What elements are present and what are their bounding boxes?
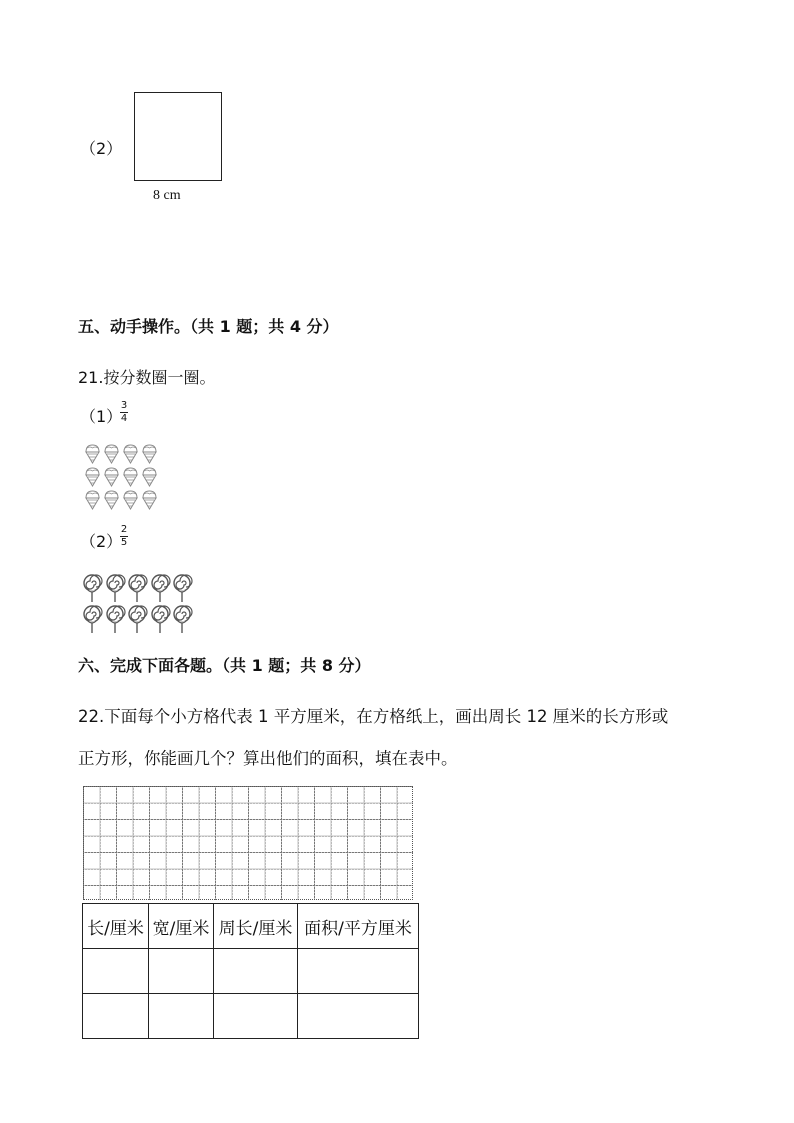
ice-cream-icon[interactable] [121,465,140,488]
table-header-row [83,904,419,949]
cell-width[interactable] [149,994,214,1039]
lollipop-icon[interactable] [126,573,148,603]
lollipop-icon[interactable] [171,604,193,634]
fraction-2-5 [120,525,128,548]
ice-cream-icon[interactable] [83,465,102,488]
answer-table [82,903,419,1039]
ice-cream-group [83,442,159,511]
ice-cream-icon[interactable] [121,488,140,511]
ice-cream-icon[interactable] [102,442,121,465]
cell-perimeter[interactable] [214,949,298,994]
question-22-line1: 22.下面每个小方格代表 1 平方厘米，在方格纸上，画出周长 12 厘米的长方形或 [78,707,669,726]
section-heading-6: 六、完成下面各题。（共 1 题；共 8 分） [78,656,371,675]
fraction-denominator: 5 [120,537,128,548]
ice-cream-icon[interactable] [140,442,159,465]
lollipop-icon[interactable] [104,604,126,634]
header-area: 面积/平方厘米 [298,904,419,949]
cell-perimeter[interactable] [214,994,298,1039]
lollipop-group [81,573,194,635]
part-label: （2） [80,139,123,158]
lollipop-icon[interactable] [126,604,148,634]
ice-cream-icon[interactable] [140,488,159,511]
lollipop-icon[interactable] [171,573,193,603]
header-length: 长/厘米 [83,904,149,949]
cell-length[interactable] [83,994,149,1039]
ice-cream-icon[interactable] [102,488,121,511]
lollipop-icon[interactable] [81,604,103,634]
lollipop-icon[interactable] [104,573,126,603]
fraction-3-4 [120,401,128,424]
q21-part1-label: （1） [80,407,123,426]
square-side-label: 8 cm [153,188,181,203]
table-row [83,949,419,994]
header-width: 宽/厘米 [149,904,214,949]
ice-cream-icon[interactable] [83,442,102,465]
section-heading-5: 五、动手操作。（共 1 题；共 4 分） [78,317,339,336]
header-perimeter: 周长/厘米 [214,904,298,949]
ice-cream-icon[interactable] [121,442,140,465]
fraction-numerator: 2 [120,524,128,535]
ice-cream-icon[interactable] [102,465,121,488]
ice-cream-icon[interactable] [140,465,159,488]
lollipop-icon[interactable] [149,573,171,603]
fraction-numerator: 3 [120,400,128,411]
square-figure [134,92,222,181]
question-22-line2: 正方形，你能画几个？算出他们的面积，填在表中。 [78,749,458,768]
table-row [83,994,419,1039]
fraction-denominator: 4 [120,413,128,424]
lollipop-icon[interactable] [81,573,103,603]
cell-area[interactable] [298,949,419,994]
cell-width[interactable] [149,949,214,994]
cell-length[interactable] [83,949,149,994]
question-21-prompt: 21.按分数圈一圈。 [78,368,216,387]
square-grid-paper[interactable] [83,786,413,900]
cell-area[interactable] [298,994,419,1039]
lollipop-icon[interactable] [149,604,171,634]
q21-part2-label: （2） [80,532,123,551]
ice-cream-icon[interactable] [83,488,102,511]
